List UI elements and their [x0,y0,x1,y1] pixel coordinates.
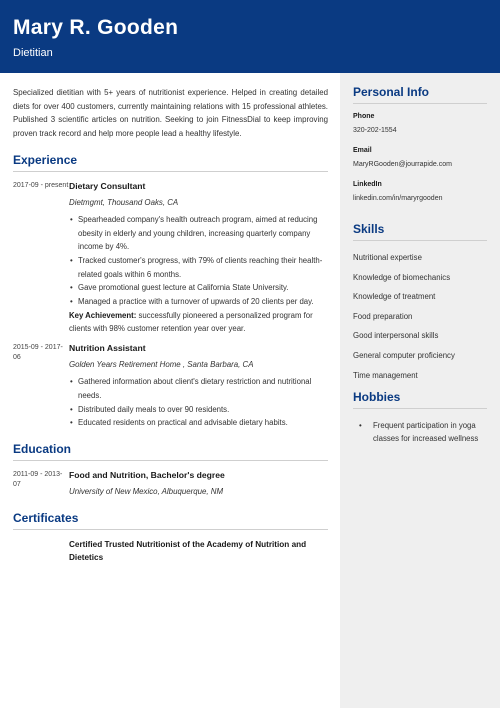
main-column [0,73,340,708]
job-title: Dietary Consultant [69,180,146,191]
hobbies-heading: Hobbies [353,390,487,409]
job-dates: 2017-09 - present [13,181,69,189]
experience-heading: Experience [13,153,328,172]
school-name: University of New Mexico, Albuquerque, NM [69,486,224,496]
experience-entry [13,180,328,336]
email-label: Email [353,147,372,154]
job-bullet: • Gathered information about client's dietary restriction and nutritional needs. [69,375,328,402]
candidate-role: Dietitian [13,47,53,59]
skill-item: Food preparation [353,311,413,321]
key-achievement [69,309,328,336]
job-bullet: • Tracked customer's progress, with 79% of clients reaching their health-related goals within 6 months. [69,254,328,281]
skills-heading: Skills [353,222,487,241]
skill-item: Time management [353,370,418,380]
resume-header [0,0,500,73]
education-heading: Education [13,442,328,461]
key-achievement-text: successfully pioneered a personalized program for clients with 98% customer retention year over year. [69,310,313,334]
degree-title: Food and Nutrition, Bachelor's degree [69,469,225,480]
education-dates: 2011-09 - 2013-07 [13,470,63,488]
email-link[interactable]: MaryRGooden@jourrapide.com [353,161,452,168]
linkedin-label: LinkedIn [353,181,382,188]
sidebar-column [340,73,500,708]
job-bullet: • Spearheaded company's health outreach program, aimed at reducing obesity in elderly and young children, increasing quarterly company income by 4%. [69,213,328,254]
skill-item: Knowledge of treatment [353,292,436,302]
personal-info-heading: Personal Info [353,85,487,104]
job-bullet: • Educated residents on practical and advisable dietary habits. [69,416,328,430]
job-bullets [69,375,328,430]
skill-item: Knowledge of biomechanics [353,272,451,282]
job-dates: 2015-09 - 2017-06 [13,344,63,362]
job-bullets [69,213,328,309]
profile-summary: Specialized dietitian with 5+ years of nutritionist experience. Helped in creating detailed diets for over 400 customers, currently maintaining relations with 15 professional athletes. Published 3 scientific articles on nutrition. Seeking to join FitnessDial to keep improving proven track record and help more people lead a healthy lifestyle. [13,88,328,139]
certificate-item: Certified Trusted Nutritionist of the Academy of Nutrition and Dietetics [69,539,307,562]
job-company: Golden Years Retirement Home , Santa Barbara, CA [69,360,254,370]
education-entry [13,469,328,497]
skill-item: Good interpersonal skills [353,331,439,341]
certificates-heading: Certificates [13,511,328,530]
job-bullet: • Gave promotional guest lecture at California State University. [69,281,328,295]
job-bullet: • Managed a practice with a turnover of upwards of 20 clients per day. [69,295,328,309]
job-company: Dietmgmt, Thousand Oaks, CA [69,197,179,207]
linkedin-link[interactable]: linkedin.com/in/maryrgooden [353,195,443,202]
job-title: Nutrition Assistant [69,343,146,354]
job-bullet: • Distributed daily meals to over 90 residents. [69,403,328,417]
skill-item: Nutritional expertise [353,253,422,262]
candidate-name: Mary R. Gooden [13,16,179,39]
experience-entry [13,342,328,430]
hobby-item: • Frequent participation in yoga classes for increased wellness [353,419,500,445]
key-achievement-label: Key Achievement: [69,310,137,320]
skill-item: General computer proficiency [353,350,455,360]
phone-label: Phone [353,113,375,120]
phone-value: 320-202-1554 [353,127,397,134]
